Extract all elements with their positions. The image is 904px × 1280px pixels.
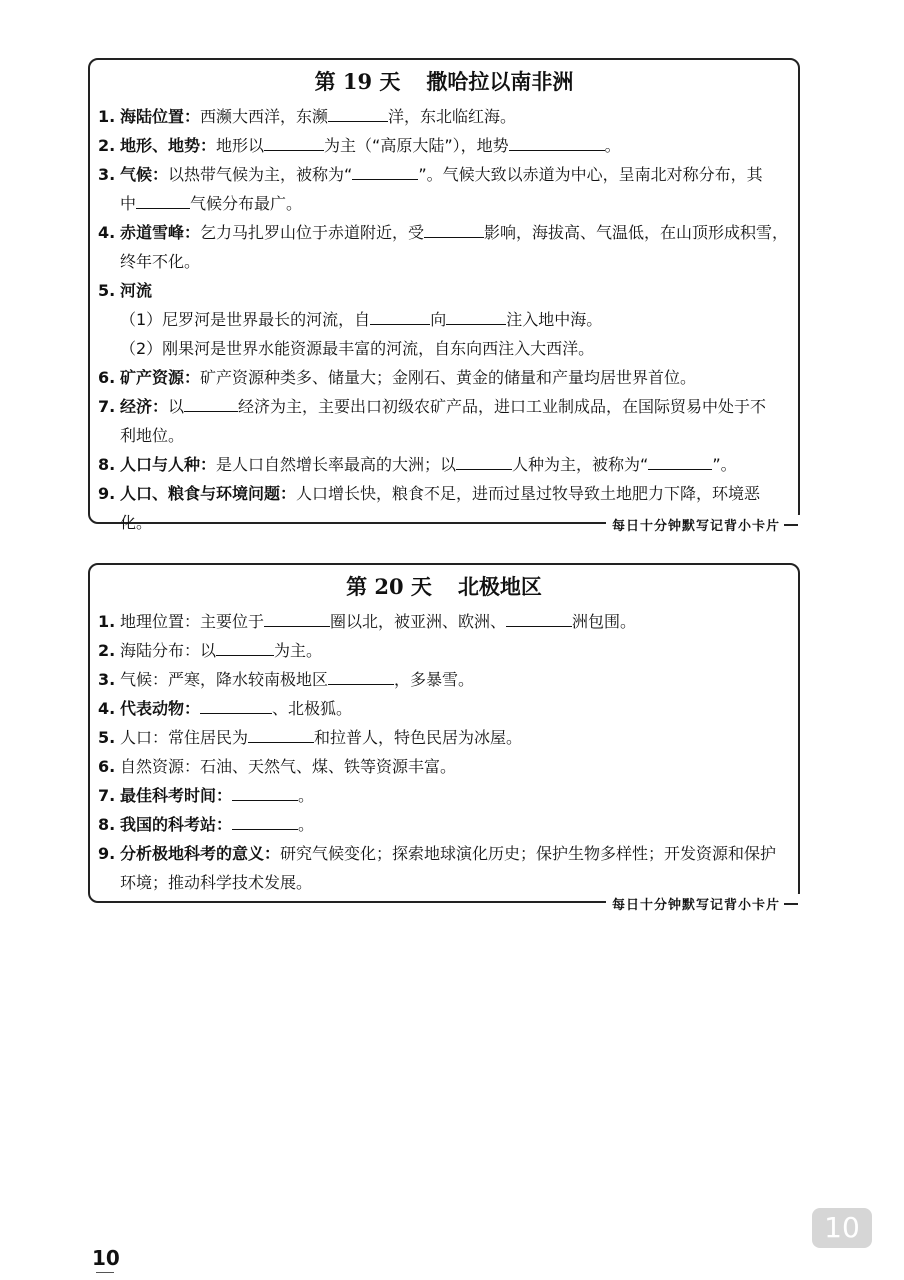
- fill-blank[interactable]: [456, 452, 512, 470]
- fill-blank[interactable]: [509, 133, 605, 151]
- page-number: 10: [92, 1246, 120, 1270]
- list-item: 4. 赤道雪峰：乞力马扎罗山位于赤道附近，受 影响，海拔高、气温低，在山顶形成积雪， 终年不化。: [98, 218, 790, 276]
- list-item: 5. 河流: [98, 281, 153, 300]
- card-footer-label: 每日十分钟默写记背小卡片: [606, 894, 802, 913]
- fill-blank[interactable]: [648, 452, 712, 470]
- fill-blank[interactable]: [216, 638, 274, 656]
- list-item: 3. 气候：以热带气候为主，被称为“ ”。气候大致以赤道为中心，呈南北对称分布，其 中 气候分布最广。: [98, 160, 790, 218]
- list-item: 7. 经济：以 经济为主，主要出口初级农矿产品，进口工业制成品，在国际贸易中处于不 利地位。: [98, 392, 790, 450]
- sub-item: （1）尼罗河是世界最长的河流，自 向 注入地中海。: [98, 305, 790, 334]
- sub-item: （2）刚果河是世界水能资源最丰富的河流，自东向西注入大西洋。: [120, 339, 595, 358]
- card-topic: 北极地区: [457, 574, 542, 599]
- fill-blank[interactable]: [232, 783, 298, 801]
- card-day-20: [88, 563, 800, 913]
- list-item: 3. 气候：严寒，降水较南极地区 ，多暴雪。: [98, 665, 790, 694]
- page-badge: 10: [812, 1208, 872, 1248]
- fill-blank[interactable]: [184, 394, 238, 412]
- fill-blank[interactable]: [328, 104, 388, 122]
- list-item: 1. 海陆位置：西濒大西洋，东濒 洋，东北临红海。: [98, 102, 790, 131]
- fill-blank[interactable]: [424, 220, 484, 238]
- list-item: 9. 人口、粮食与环境问题：人口增长快，粮食不足，进而过垦过牧导致土地肥力下降，环境恶化。: [98, 484, 761, 532]
- list-item: 6. 自然资源：石油、天然气、煤、铁等资源丰富。: [98, 757, 457, 776]
- fill-blank[interactable]: [352, 162, 418, 180]
- list-item: 8. 人口与人种：是人口自然增长率最高的大洲；以 人种为主，被称为“ ”。: [98, 450, 790, 479]
- fill-blank[interactable]: [370, 307, 430, 325]
- list-item: 7. 最佳科考时间： 。: [98, 781, 790, 810]
- fill-blank[interactable]: [248, 725, 314, 743]
- fill-blank[interactable]: [506, 609, 572, 627]
- fill-blank[interactable]: [264, 609, 330, 627]
- card-day-label: 第 19 天: [314, 69, 401, 94]
- card-footer-label: 每日十分钟默写记背小卡片: [606, 515, 802, 534]
- list-item: 6. 矿产资源：矿产资源种类多、储量大；金刚石、黄金的储量和产量均居世界首位。: [98, 368, 697, 387]
- fill-blank[interactable]: [232, 812, 298, 830]
- fill-blank[interactable]: [136, 191, 190, 209]
- card-day-label: 第 20 天: [346, 574, 432, 599]
- list-item: 4. 代表动物： 、北极狐。: [98, 694, 790, 723]
- page-number-rule: [96, 1272, 114, 1273]
- fill-blank[interactable]: [264, 133, 324, 151]
- fill-blank[interactable]: [446, 307, 506, 325]
- card-topic: 撒哈拉以南非洲: [426, 69, 574, 94]
- card-title: [98, 66, 790, 98]
- card-day-19: [88, 58, 800, 534]
- list-item: 1. 地理位置：主要位于 圈以北，被亚洲、欧洲、 洲包围。: [98, 607, 790, 636]
- list-item: 2. 海陆分布：以 为主。: [98, 636, 790, 665]
- list-item: 5. 人口：常住居民为 和拉普人，特色民居为冰屋。: [98, 723, 790, 752]
- list-item: 2. 地形、地势：地形以 为主（“高原大陆”），地势 。: [98, 131, 790, 160]
- card-title: [98, 571, 790, 603]
- fill-blank[interactable]: [328, 667, 394, 685]
- fill-blank[interactable]: [200, 696, 272, 714]
- list-item: 8. 我国的科考站： 。: [98, 810, 790, 839]
- list-item: 9. 分析极地科考的意义：研究气候变化；探索地球演化历史；保护生物多样性；开发资源和保护 环境；推动科学技术发展。: [98, 844, 777, 892]
